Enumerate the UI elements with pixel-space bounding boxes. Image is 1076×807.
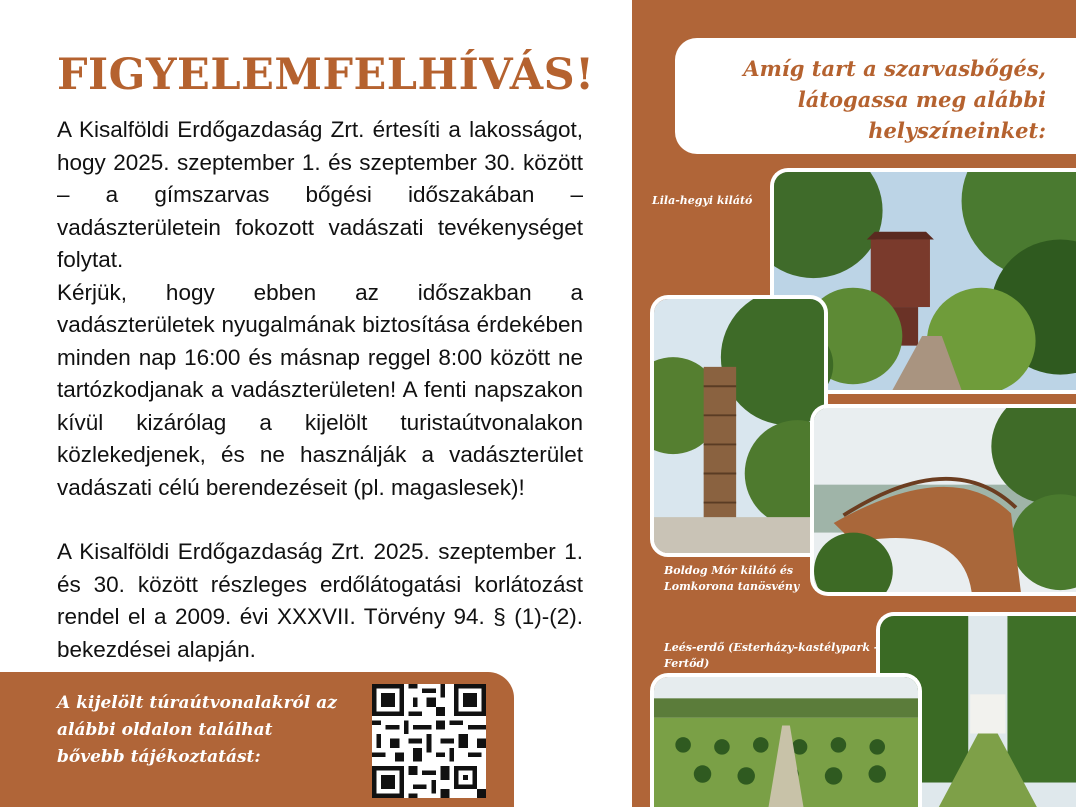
notice-paragraph-2: Kérjük, hogy ebben az időszakban a vadászterületek nyugalmának biztosítása érdekében minden nap 16:00 és másnap reggel 8:00 között ne tartózkodjanak a vadászterületen! A fenti napszakon kívül kizárólag a kijelölt turistaútvonalakon közlekedjenek, és ne használják a vadászterület vadászati célú berendezéseit (pl. magaslesek)! xyxy=(57,279,583,500)
photo-boldog-mor xyxy=(650,295,828,557)
caption-lees-erdo: Leés-erdő (Esterházy-kastélypark – Fertőd) xyxy=(664,641,880,670)
qr-code-icon[interactable] xyxy=(372,684,486,798)
locations-panel xyxy=(632,0,1076,807)
notice-title: FIGYELEMFELHÍVÁS! xyxy=(57,50,595,100)
notice-paragraph-1: A Kisalföldi Erdőgazdaság Zrt. értesíti a lakosságot, hogy 2025. szeptember 1. és szeptember 30. között – a gímszarvas bőgési időszakában – vadászterületein fokozott vadászati tevékenységet folytat. xyxy=(57,117,583,272)
locations-callout xyxy=(675,38,1076,154)
callout-text: Amíg tart a szarvasbőgés, látogassa meg alábbi helyszíneinket: xyxy=(743,56,1046,143)
caption-lila-hegyi: Lila-hegyi kilátó xyxy=(652,194,753,207)
photo-esterhazy-garden xyxy=(650,673,922,807)
notice-body xyxy=(57,114,583,666)
notice-paragraph-3: A Kisalföldi Erdőgazdaság Zrt. 2025. szeptember 1. és 30. között részleges erdőlátogatási korlátozást rendel el a 2009. évi XXXVII. Törvény 94. § (1)-(2). bekezdései alapján. xyxy=(57,539,583,662)
footer-text: A kijelölt túraútvonalakról az alábbi oldalon találhat bővebb tájékoztatást: xyxy=(57,693,337,767)
footer-banner xyxy=(0,672,514,807)
photo-lomkorona xyxy=(810,404,1076,596)
caption-boldog-mor: Boldog Mór kilátó és Lomkorona tanösvény xyxy=(664,564,800,593)
